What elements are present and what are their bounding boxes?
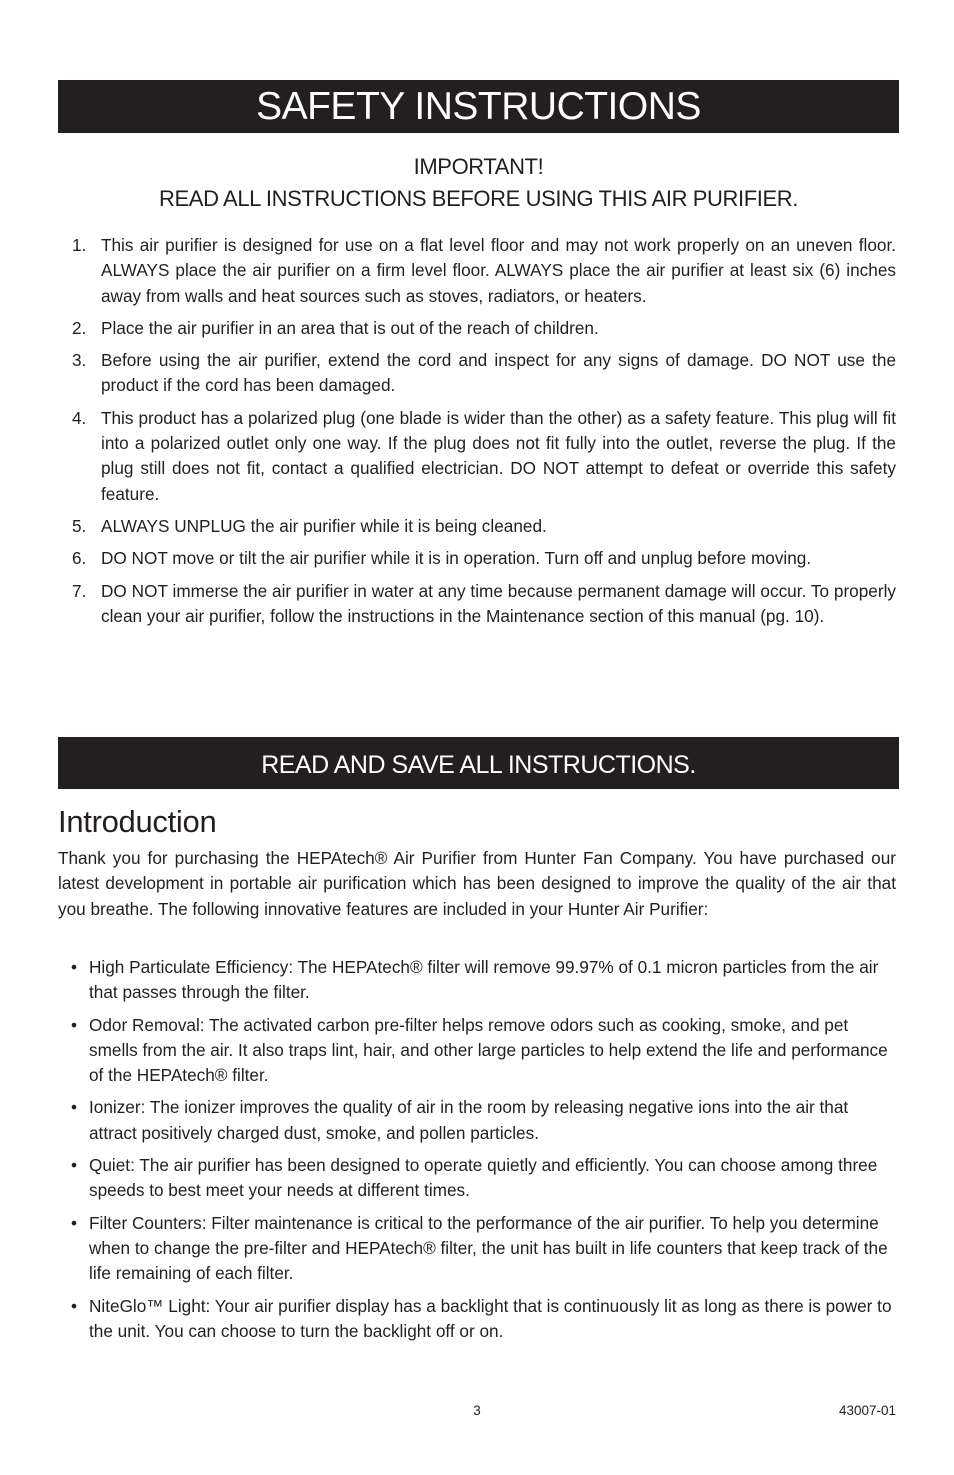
important-subheading: READ ALL INSTRUCTIONS BEFORE USING THIS AIR PURIFIER. — [159, 186, 798, 211]
introduction-heading: Introduction — [58, 804, 217, 839]
feature-text: Odor Removal: The activated carbon pre-filter helps remove odors such as cooking, smoke, and pet smells from the air. It also traps lint, hair, and other large particles to help extend the life and performance of the HEPAtech® filter. — [89, 1014, 888, 1086]
item-number: 7. — [72, 580, 87, 601]
safety-item-5 — [58, 514, 896, 539]
item-number: 5. — [72, 515, 87, 536]
item-text: This air purifier is designed for use on a flat level floor and may not work properly on an uneven floor. ALWAYS place the air purifier on a firm level floor. ALWAYS place the air purifier at least six (6) inches away from walls and heat sources such as stoves, radiators, or heaters. — [101, 235, 896, 306]
item-number: 2. — [72, 317, 87, 338]
feature-item — [58, 1153, 896, 1204]
safety-item-2 — [58, 316, 896, 341]
bullet: • — [71, 1014, 78, 1035]
read-save-banner — [58, 737, 899, 789]
feature-item — [58, 1294, 896, 1345]
features-list — [58, 955, 896, 1351]
item-text: DO NOT move or tilt the air purifier while it is in operation. Turn off and unplug before moving. — [101, 548, 812, 569]
item-number: 4. — [72, 407, 87, 428]
item-number: 6. — [72, 548, 87, 569]
feature-text: Filter Counters: Filter maintenance is critical to the performance of the air purifier. To help you determine when to change the pre-filter and HEPAtech® filter, the unit has built in life counters that keep track of the life remaining of each filter. — [89, 1212, 888, 1284]
safety-item-7 — [58, 579, 896, 630]
safety-list — [58, 233, 896, 636]
safety-item-4 — [58, 406, 896, 507]
important-notice — [58, 151, 899, 215]
safety-instructions-banner — [58, 80, 899, 133]
feature-text: High Particulate Efficiency: The HEPAtech® filter will remove 99.97% of 0.1 micron particles from the air that passes through the filter. — [89, 957, 879, 1003]
bullet: • — [71, 1097, 78, 1118]
feature-item — [58, 1095, 896, 1146]
feature-text: Ionizer: The ionizer improves the quality of air in the room by releasing negative ions into the air that attract positively charged dust, smoke, and pollen particles. — [89, 1097, 849, 1143]
page-title: SAFETY INSTRUCTIONS — [256, 85, 701, 128]
read-save-text: READ AND SAVE ALL INSTRUCTIONS. — [261, 751, 696, 779]
safety-item-6 — [58, 546, 896, 571]
bullet: • — [71, 957, 78, 977]
safety-item-3 — [58, 348, 896, 399]
item-number: 1. — [72, 235, 87, 255]
feature-text: Quiet: The air purifier has been designed to operate quietly and efficiently. You can choose among three speeds to best meet your needs at different times. — [89, 1155, 878, 1201]
item-number: 3. — [72, 350, 87, 371]
bullet: • — [71, 1295, 78, 1316]
feature-text: NiteGlo™ Light: Your air purifier display has a backlight that is continuously lit as long as there is power to the unit. You can choose to turn the backlight off or on. — [89, 1295, 892, 1341]
item-text: This product has a polarized plug (one blade is wider than the other) as a safety feature. This plug will fit into a polarized outlet only one way. If the plug does not fit fully into the outlet, reverse the plug. If the plug still does not fit, contact a qualified electrician. DO NOT attempt to defeat or override this safety feature. — [101, 407, 896, 504]
introduction-paragraph: Thank you for purchasing the HEPAtech® Air Purifier from Hunter Fan Company. You have purchased our latest development in portable air purification which has been designed to improve the quality of the air that you breathe. The following innovative features are included in your Hunter Air Purifier: — [58, 848, 896, 919]
feature-item — [58, 1211, 896, 1287]
safety-item-1 — [58, 233, 896, 309]
page-number: 3 — [473, 1403, 481, 1418]
feature-item — [58, 955, 896, 1006]
item-text: Before using the air purifier, extend the cord and inspect for any signs of damage. DO NOT use the product if the cord has been damaged. — [101, 350, 896, 396]
bullet: • — [71, 1212, 78, 1233]
document-code: 43007-01 — [838, 1403, 896, 1418]
item-text: Place the air purifier in an area that is out of the reach of children. — [101, 317, 599, 338]
item-text: ALWAYS UNPLUG the air purifier while it is being cleaned. — [101, 515, 547, 536]
bullet: • — [71, 1155, 78, 1176]
item-text: DO NOT immerse the air purifier in water at any time because permanent damage will occur. To properly clean your air purifier, follow the instructions in the Maintenance section of this manual (pg. 10). — [101, 580, 896, 626]
feature-item — [58, 1013, 896, 1089]
important-heading: IMPORTANT! — [413, 154, 544, 179]
